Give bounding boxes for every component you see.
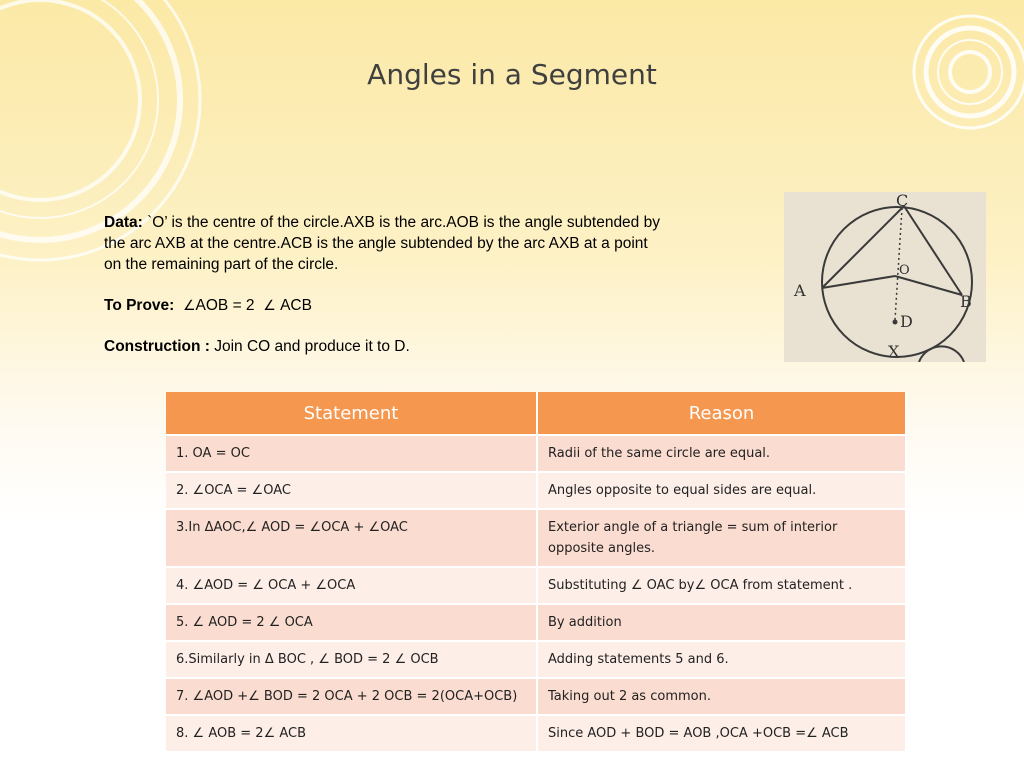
reason-cell: Since AOD + BOD = AOB ,OCA +OCB =∠ ACB	[537, 715, 906, 751]
to-prove-label: To Prove:	[104, 297, 175, 314]
to-prove-paragraph	[104, 295, 664, 316]
reason-cell: Substituting ∠ OAC by∠ OCA from statement .	[537, 567, 906, 604]
data-label: Data:	[104, 214, 143, 231]
reason-cell: Exterior angle of a triangle = sum of interior opposite angles.	[537, 509, 906, 567]
reason-cell: Taking out 2 as common.	[537, 678, 906, 715]
proof-table	[166, 392, 907, 751]
circle-figure	[784, 192, 986, 362]
circle-diagram	[784, 192, 986, 362]
reason-cell: Angles opposite to equal sides are equal.	[537, 472, 906, 509]
theorem-text	[104, 212, 664, 377]
reason-cell: Radii of the same circle are equal.	[537, 435, 906, 472]
to-prove-text-2: ACB	[280, 297, 312, 314]
to-prove-text: AOB = 2	[195, 297, 255, 314]
reason-cell: Adding statements 5 and 6.	[537, 641, 906, 678]
label-d: D	[900, 312, 913, 331]
label-a: A	[794, 281, 806, 300]
statement-cell: 4. ∠AOD = ∠ OCA + ∠OCA	[166, 567, 537, 604]
table-row	[166, 509, 906, 567]
label-b: B	[960, 292, 972, 311]
label-x: X	[888, 342, 900, 361]
header-statement: Statement	[166, 392, 537, 435]
statement-cell: 5. ∠ AOD = 2 ∠ OCA	[166, 604, 537, 641]
statement-cell: 3.In ΔAOC,∠ AOD = ∠OCA + ∠OAC	[166, 509, 537, 567]
statement-cell: 1. OA = OC	[166, 435, 537, 472]
table-row	[166, 604, 906, 641]
table-row	[166, 435, 906, 472]
construction-paragraph	[104, 336, 664, 357]
slide-title: Angles in a Segment	[367, 58, 657, 91]
label-o: O	[899, 263, 910, 278]
statement-cell: 6.Similarly in Δ BOC , ∠ BOD = 2 ∠ OCB	[166, 641, 537, 678]
header-reason: Reason	[537, 392, 906, 435]
table-header-row	[166, 392, 906, 435]
table-row	[166, 641, 906, 678]
table-row	[166, 715, 906, 751]
construction-text: Join CO and produce it to D.	[209, 338, 410, 355]
data-text: `O’ is the centre of the circle.AXB is the arc.AOB is the angle subtended by the arc AXB at the centre.ACB is the angle subtended by the arc AXB at a point on the remaining part of the circle.	[104, 214, 660, 273]
statement-cell: 8. ∠ AOB = 2∠ ACB	[166, 715, 537, 751]
data-paragraph	[104, 212, 664, 275]
construction-label: Construction :	[104, 338, 210, 355]
reason-cell: By addition	[537, 604, 906, 641]
angle-icon: ∠	[263, 297, 276, 313]
table-row	[166, 678, 906, 715]
table-row	[166, 472, 906, 509]
partial-circle	[919, 346, 964, 362]
angle-icon: ∠	[182, 297, 196, 313]
statement-cell: 2. ∠OCA = ∠OAC	[166, 472, 537, 509]
point-d	[893, 320, 898, 325]
label-c: C	[896, 192, 909, 210]
statement-cell: 7. ∠AOD +∠ BOD = 2 OCA + 2 OCB = 2(OCA+OCB)	[166, 678, 537, 715]
circle-outline	[822, 207, 972, 357]
table-row	[166, 567, 906, 604]
